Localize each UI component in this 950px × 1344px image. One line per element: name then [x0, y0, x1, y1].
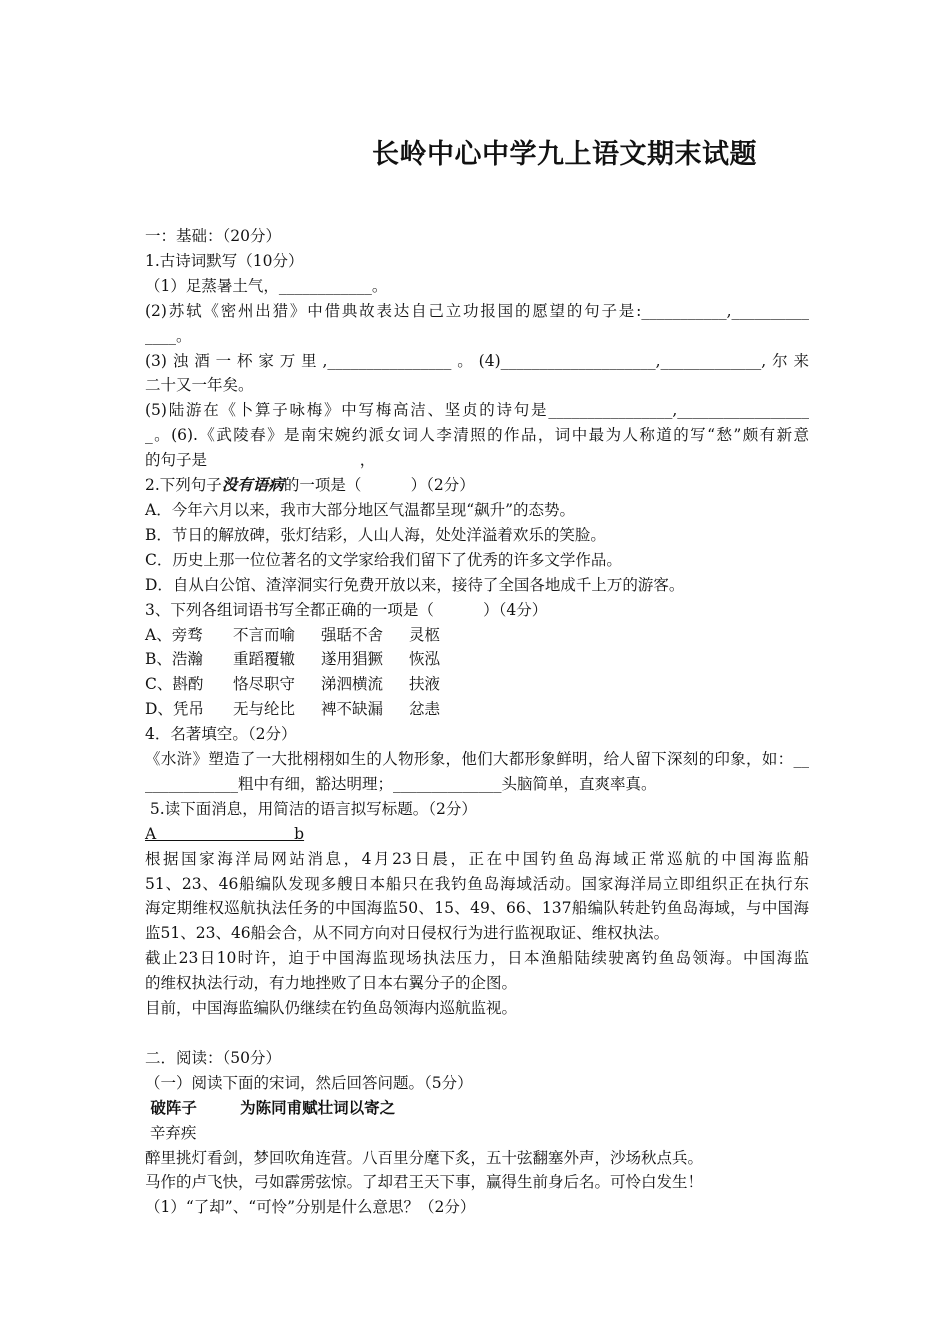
- news-paragraph: 目前，中国海监编队仍继续在钓鱼岛领海内巡航监视。: [145, 999, 518, 1018]
- news-paragraph: 根据国家海洋局网站消息，4月23日晨，正在中国钓鱼岛海域正常巡航的中国海监船: [145, 849, 809, 868]
- question-line: ____。: [145, 326, 192, 345]
- news-paragraph: 的维权执法行动，有力地挫败了日本右翼分子的企图。: [145, 974, 518, 993]
- question-line: 的句子是 ，: [145, 451, 376, 470]
- question-text: 2.下列句子: [145, 476, 222, 495]
- question-line: （1）“了却”、“可怜”分别是什么意思？（2分）: [145, 1198, 476, 1217]
- question-line: ____________粗中有细，豁达明理；______________头脑简单，直爽率真。: [145, 774, 657, 793]
- option-label: D、凭吊: [145, 700, 204, 719]
- option-word: 强聒不舍: [321, 625, 384, 644]
- word-option-row: [145, 647, 809, 672]
- question-line: (5)陆游在《卜算子咏梅》中写梅高洁、坚贞的诗句是________________,_________________: [145, 401, 809, 420]
- question-text: 的一项是（ ）（2分）: [283, 476, 475, 495]
- option-word: 重蹈覆辙: [233, 650, 296, 669]
- option-word: 不言而喻: [233, 625, 296, 644]
- option-label: C、斟酌: [145, 675, 204, 694]
- poem-author: 辛弃疾: [145, 1123, 197, 1142]
- word-option-row: [145, 672, 809, 697]
- page-title: 长岭中心中学九上语文期末试题: [372, 139, 757, 170]
- question-line: 二十又一年矣。: [145, 376, 254, 395]
- option-word: 遂用猖獗: [321, 650, 384, 669]
- question-line: (2)苏轼《密州出猎》中借典故表达自己立功报国的愿望的句子是:___________,__________: [145, 301, 809, 320]
- question-heading: [145, 473, 809, 498]
- question-heading: 5.读下面消息，用简洁的语言拟写标题。（2分）: [145, 799, 477, 818]
- question-line: (3)浊酒一杯家万里,________________。(4)____________________,_____________,尔来: [145, 351, 809, 370]
- option-word: 裨不缺漏: [321, 700, 384, 719]
- option-c: C．历史上那一位位著名的文学家给我们留下了优秀的许多文学作品。: [145, 550, 622, 569]
- question-line: （1）足蒸暑土气，____________。: [145, 276, 388, 295]
- word-option-row: [145, 623, 809, 648]
- option-d: D．自从白公馆、渣滓洞实行免费开放以来，接待了全国各地成千上万的游客。: [145, 575, 685, 594]
- subsection-heading: （一）阅读下面的宋词，然后回答问题。（5分）: [145, 1073, 473, 1092]
- poem-line: 马作的卢飞快，弓如霹雳弦惊。了却君王天下事，赢得生前身后名。可怜白发生！: [145, 1173, 704, 1192]
- answer-blank: A b: [145, 824, 305, 843]
- news-paragraph: 51、23、46船编队发现多艘日本船只在我钓鱼岛海域活动。国家海洋局立即组织正在执行东: [145, 874, 809, 893]
- option-word: 恪尽职守: [233, 675, 296, 694]
- question-heading: 1.古诗词默写（10分）: [145, 251, 304, 270]
- option-word: 忿恚: [409, 700, 441, 719]
- option-a: A．今年六月以来，我市大部分地区气温都呈现“飙升”的态势。: [145, 500, 576, 519]
- option-word: 恢泓: [409, 650, 441, 669]
- news-paragraph: 截止23日10时许，迫于中国海监现场执法压力，日本渔船陆续驶离钓鱼岛领海。中国海监: [145, 949, 809, 968]
- option-label: B、浩瀚: [145, 650, 203, 669]
- news-paragraph: 海定期维权巡航执法任务的中国海监50、15、49、66、137船编队转赴钓鱼岛海域，与中国海: [145, 899, 809, 918]
- option-word: 无与纶比: [233, 700, 296, 719]
- emphasis-text: 没有语病: [221, 475, 284, 495]
- news-paragraph: 监51、23、46船会合，从不同方向对日侵权行为进行监视取证、维权执法。: [145, 924, 670, 943]
- word-option-row: [145, 697, 809, 722]
- poem-title: 破阵子 为陈同甫赋壮词以寄之: [145, 1097, 396, 1117]
- question-line: _。(6).《武陵春》是南宋婉约派女词人李清照的作品，词中最为人称道的写“愁”颇有新意: [145, 426, 809, 445]
- option-b: B．节日的解放碑，张灯结彩，人山人海，处处洋溢着欢乐的笑脸。: [145, 525, 606, 544]
- question-line: 《水浒》塑造了一大批栩栩如生的人物形象，他们大都形象鲜明，给人留下深刻的印象，如：__: [145, 750, 809, 769]
- section-heading: 二．阅读：（50分）: [145, 1048, 281, 1067]
- option-label: A、旁骛: [145, 625, 203, 644]
- section-heading: 一：基础：（20分）: [145, 227, 281, 245]
- question-heading: 4．名著填空。（2分）: [145, 725, 297, 744]
- spacer: [145, 1021, 809, 1046]
- option-word: 涕泗横流: [321, 675, 384, 694]
- document-body: [145, 224, 809, 1220]
- option-word: 扶液: [409, 675, 441, 694]
- poem-line: 醉里挑灯看剑，梦回吹角连营。八百里分麾下炙，五十弦翻塞外声，沙场秋点兵。: [145, 1148, 704, 1167]
- question-heading: 3、下列各组词语书写全都正确的一项是（ ）（4分）: [145, 600, 548, 619]
- option-word: 灵柩: [409, 625, 441, 644]
